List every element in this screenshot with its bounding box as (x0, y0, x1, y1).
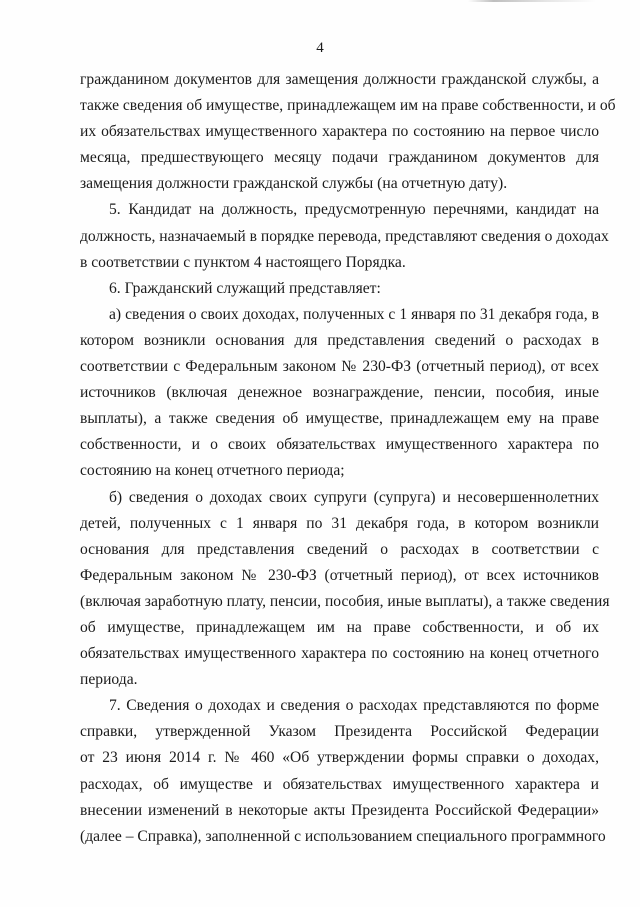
text-line: 6. Гражданский служащий представляет: (109, 279, 381, 297)
text-line: а) сведения о своих доходах, полученных с 1 января по 31 декабря года, в (109, 305, 599, 323)
text-line: (включая заработную плату, пенсии, пособия, иные выплаты), а также сведения (80, 592, 610, 610)
text-line: б) сведения о доходах своих супруги (супруга) и несовершеннолетних (109, 488, 599, 506)
text-line: расходах, об имуществе и обязательствах имущественного характера и (80, 775, 599, 793)
text-line: периода. (80, 671, 138, 689)
text-line: об имуществе, принадлежащем им на праве собственности, и об их (80, 618, 599, 636)
text-line: собственности, и о своих обязательствах имущественного характера по (80, 436, 599, 454)
text-line: детей, полученных с 1 января по 31 декабря года, в котором возникли (80, 514, 599, 532)
text-line: также сведения об имуществе, принадлежащем им на праве собственности, и об (80, 97, 616, 115)
text-line: замещения должности гражданской службы (на отчетную дату). (80, 175, 508, 193)
text-line: (далее – Справка), заполненной с использованием специального программного (80, 827, 606, 845)
text-line: месяца, предшествующего месяцу подачи гражданином документов для (80, 149, 599, 167)
text-line: выплаты), а также сведения об имуществе, принадлежащем ему на праве (80, 410, 599, 428)
text-line: должность, назначаемый в порядке перевода, представляют сведения о доходах (80, 227, 609, 245)
text-line: котором возникли основания для представления сведений о расходах в (80, 331, 599, 349)
text-line: справки, утвержденной Указом Президента Российской Федерации (80, 723, 599, 741)
text-line: от 23 июня 2014 г. № 460 «Об утверждении формы справки о доходах, (80, 749, 599, 767)
text-line: состоянию на конец отчетного периода; (80, 462, 345, 480)
text-line: основания для представления сведений о расходах в соответствии с (80, 540, 599, 558)
scan-edge-mark (468, 0, 596, 2)
text-line: источников (включая денежное вознаграждение, пенсии, пособия, иные (80, 384, 599, 402)
text-line: внесении изменений в некоторые акты Президента Российской Федерации» (80, 801, 599, 819)
text-line: в соответствии с пунктом 4 настоящего Порядка. (80, 253, 406, 271)
text-line: 7. Сведения о доходах и сведения о расходах представляются по форме (109, 697, 599, 715)
text-line: Федеральным законом № 230-ФЗ (отчетный период), от всех источников (80, 566, 599, 584)
text-line: 5. Кандидат на должность, предусмотренную перечнями, кандидат на (109, 201, 599, 219)
text-line: соответствии с Федеральным законом № 230-ФЗ (отчетный период), от всех (80, 358, 599, 376)
text-line: обязательствах имущественного характера по состоянию на конец отчетного (80, 645, 599, 663)
page-number: 4 (316, 40, 324, 56)
body-text (80, 67, 616, 850)
text-line: гражданином документов для замещения должности гражданской службы, а (80, 71, 599, 88)
text-line: их обязательствах имущественного характера по состоянию на первое число (80, 123, 599, 141)
